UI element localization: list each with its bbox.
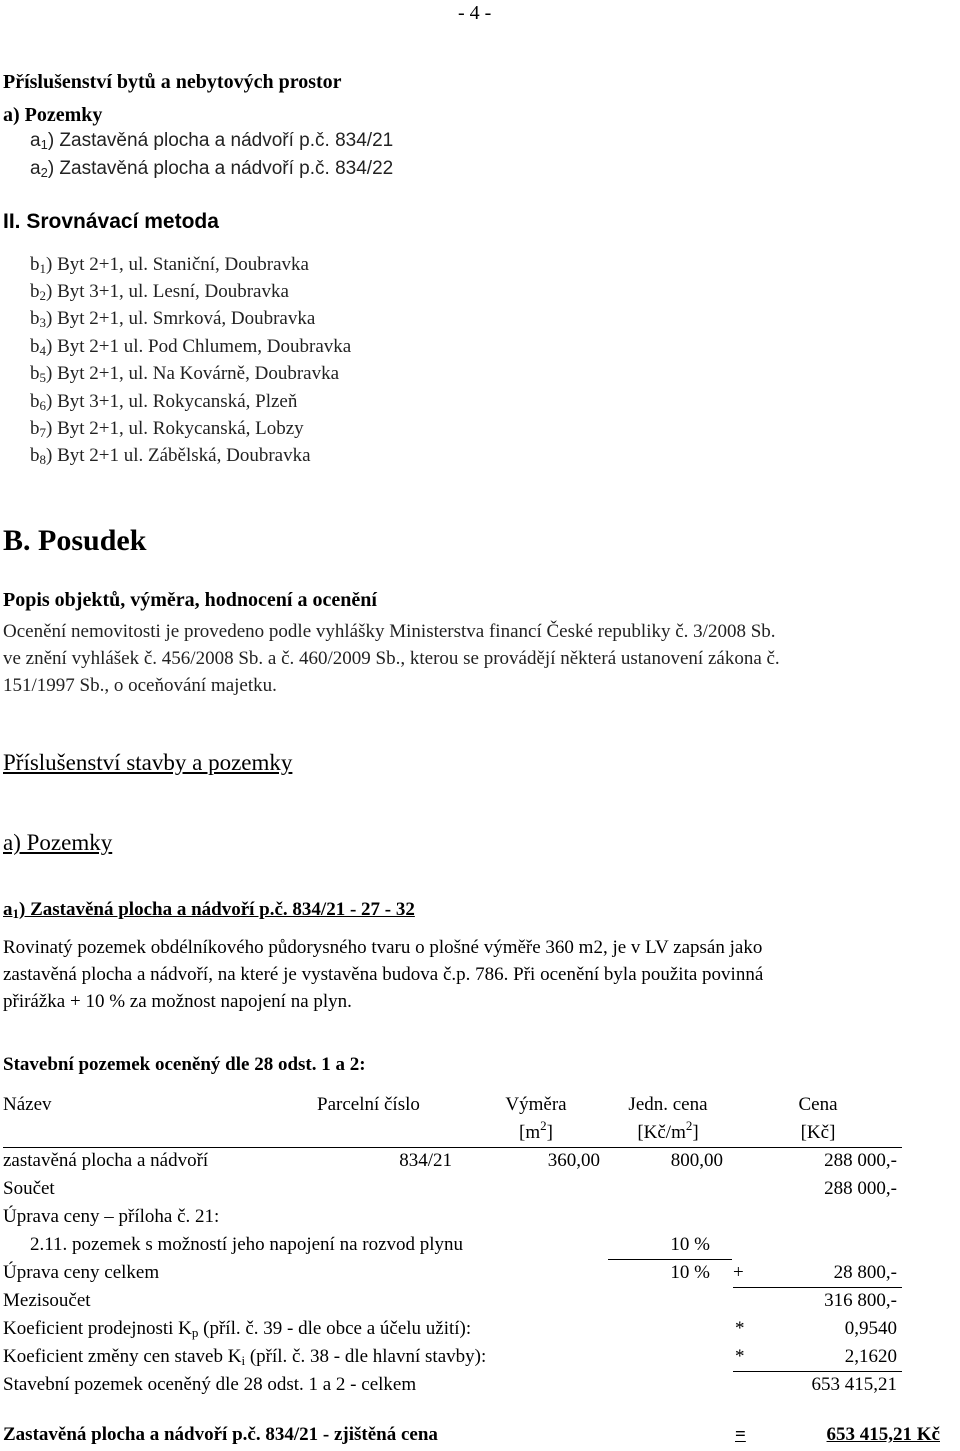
- b-item: $b_3$) Byt 2+1, ul. Smrková, Doubravka: [30, 308, 316, 330]
- b-item: $b_2$) Byt 3+1, ul. Lesní, Doubravka: [30, 281, 289, 303]
- ki-label: Koeficient změny cen staveb $K_i$ (příl. č. 38 - dle hlavní stavby):: [3, 1346, 487, 1368]
- subtotal-value: 316 800,-: [824, 1290, 897, 1311]
- final-eq: =: [735, 1424, 746, 1445]
- section-a-heading: a) Pozemky: [3, 104, 103, 126]
- a-item-2: $a_2$) Zastavěná plocha a nádvoří p.č. 834/22: [30, 158, 394, 180]
- a-item-1: $a_1$) Zastavěná plocha a nádvoří p.č. 834/21: [30, 130, 394, 152]
- b-item: $b_4$) Byt 2+1 ul. Pod Chlumem, Doubravka: [30, 336, 352, 358]
- ki-op: *: [735, 1346, 745, 1367]
- posudek-title: B. Posudek: [3, 524, 147, 557]
- row-parcel: 834/21: [399, 1150, 452, 1171]
- total-label: Stavební pozemek oceněný dle 28 odst. 1 a 2 - celkem: [3, 1374, 417, 1395]
- col-header-unit-price-unit: $[Kč/m^2]$: [637, 1118, 699, 1143]
- col-header-area-unit: $[m^2]$: [519, 1118, 553, 1143]
- row-area: 360,00: [547, 1150, 600, 1171]
- subtotal-label: Mezisoučet: [3, 1290, 91, 1311]
- parcel-subhead: Stavební pozemek oceněný dle 28 odst. 1 a 2:: [3, 1054, 366, 1075]
- ki-value: 2,1620: [844, 1346, 897, 1367]
- row-price: 288 000,-: [824, 1150, 897, 1171]
- parcel-desc-line-2: zastavěná plocha a nádvoří, na které je vystavěna budova č.p. 786. Při ocenění byla použita povinná: [3, 964, 764, 985]
- adjustment-item-label: 2.11. pozemek s možností jeho napojení na rozvod plynu: [30, 1234, 464, 1255]
- method-heading: II. Srovnávací metoda: [3, 210, 219, 233]
- parcel-heading: $a_1$) Zastavěná plocha a nádvoří p.č. 834/21 - 27 - 32: [3, 899, 415, 921]
- b-item: $b_8$) Byt 2+1 ul. Zábělská, Doubravka: [30, 445, 311, 467]
- kp-op: *: [735, 1318, 745, 1339]
- posudek-para-line-2: ve znění vyhlášek č. 456/2008 Sb. a č. 460/2009 Sb., kterou se provádějí některá ustanovení zákona č.: [3, 648, 780, 669]
- col-header-unit-price: Jedn. cena: [628, 1094, 708, 1115]
- col-header-area: Výměra: [505, 1094, 567, 1115]
- ki-rule: [733, 1371, 902, 1372]
- col-header-price-unit: [Kč]: [800, 1122, 836, 1143]
- b-item: $b_5$) Byt 2+1, ul. Na Kovárně, Doubravka: [30, 363, 340, 385]
- b-item: $b_6$) Byt 3+1, ul. Rokycanská, Plzeň: [30, 391, 298, 413]
- section-heading: Příslušenství bytů a nebytových prostor: [3, 71, 342, 93]
- adjustment-item-pct: 10 %: [670, 1234, 710, 1255]
- sum-label: Součet: [3, 1178, 55, 1199]
- adjustment-total-value: 28 800,-: [833, 1262, 897, 1283]
- parcel-desc-line-1: Rovinatý pozemek obdélníkového půdorysného tvaru o plošné výměře 360 m2, je v LV zapsán jako: [3, 937, 763, 958]
- table-header-rule: [3, 1147, 902, 1148]
- pozemky-heading: a) Pozemky: [3, 830, 113, 855]
- adjustment-total-rule: [733, 1287, 902, 1288]
- parcel-desc-line-3: přirážka + 10 % za možnost napojení na plyn.: [3, 991, 352, 1012]
- posudek-para-line-1: Ocenění nemovitosti je provedeno podle vyhlášky Ministerstva financí České republiky č. 3/2008 Sb.: [3, 621, 776, 642]
- row-unit-price: 800,00: [670, 1150, 723, 1171]
- adjustment-total-op: +: [733, 1262, 744, 1283]
- sum-value: 288 000,-: [824, 1178, 897, 1199]
- prislusenstvi-heading: Příslušenství stavby a pozemky: [3, 750, 293, 775]
- adjustment-total-label: Úprava ceny celkem: [3, 1262, 160, 1283]
- posudek-subtitle: Popis objektů, výměra, hodnocení a ocenění: [3, 589, 377, 611]
- col-header-price: Cena: [798, 1094, 838, 1115]
- total-value: 653 415,21: [811, 1374, 897, 1395]
- col-header-name: Název: [3, 1094, 52, 1115]
- adjustment-total-pct: 10 %: [670, 1262, 710, 1283]
- b-item: $b_7$) Byt 2+1, ul. Rokycanská, Lobzy: [30, 418, 304, 440]
- col-header-parcel: Parcelní číslo: [317, 1094, 420, 1115]
- row-name: zastavěná plocha a nádvoří: [3, 1150, 209, 1171]
- adjustment-rule: [608, 1259, 732, 1260]
- page-number: - 4 -: [458, 2, 492, 24]
- kp-value: 0,9540: [844, 1318, 897, 1339]
- final-label: Zastavěná plocha a nádvoří p.č. 834/21 - zjištěná cena: [3, 1424, 438, 1445]
- b-item: $b_1$) Byt 2+1, ul. Staniční, Doubravka: [30, 254, 309, 276]
- adjustment-label: Úprava ceny – příloha č. 21:: [3, 1206, 220, 1227]
- final-value: 653 415,21 Kč: [826, 1424, 940, 1445]
- posudek-para-line-3: 151/1997 Sb., o oceňování majetku.: [3, 675, 277, 696]
- kp-label: Koeficient prodejnosti $K_p$ (příl. č. 39 - dle obce a účelu užití):: [3, 1318, 472, 1340]
